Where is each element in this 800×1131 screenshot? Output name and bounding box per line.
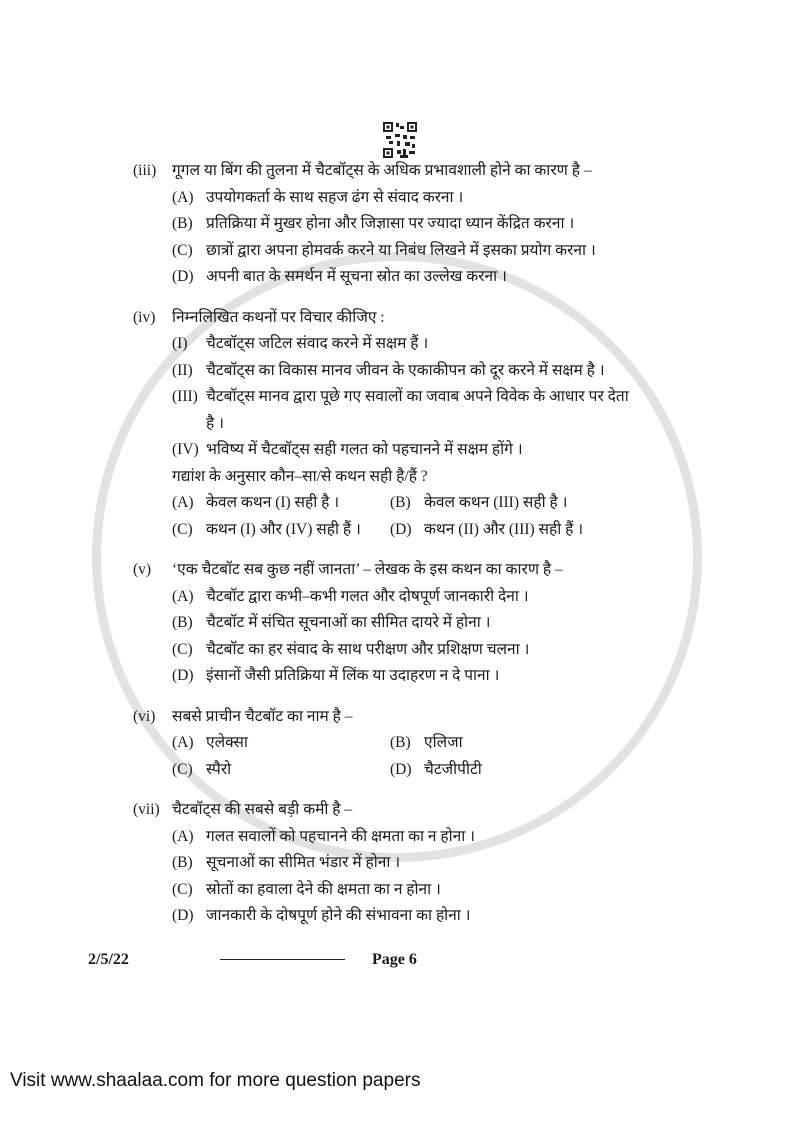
option-label: (C)	[172, 760, 193, 778]
option	[133, 903, 733, 930]
option-text: छात्रों द्वारा अपना होमवर्क करने या निबंध लिखने में इसका प्रयोग करना ।	[206, 241, 596, 259]
statement	[133, 437, 733, 464]
option	[133, 211, 733, 238]
option	[390, 517, 733, 544]
question-number: (vi)	[133, 707, 156, 725]
question	[133, 704, 733, 784]
option	[133, 824, 733, 851]
option-text: चैटजीपीटी	[424, 760, 482, 778]
option-text: केवल कथन (III) सही है ।	[424, 494, 568, 511]
option	[172, 490, 390, 517]
option-label: (C)	[172, 880, 193, 898]
statement-text: चैटबॉट्स जटिल संवाद करने में सक्षम हैं ।	[206, 335, 429, 352]
question-text: ‘एक चैटबॉट सब कुछ नहीं जानता’ – लेखक के इस कथन का कारण है –	[172, 561, 563, 578]
option-text: केवल कथन (I) सही है ।	[206, 494, 340, 511]
question	[133, 158, 733, 291]
statement-text: चैटबॉट्स मानव द्वारा पूछे गए सवालों का जवाब अपने विवेक के आधार पर देता	[206, 388, 629, 405]
option-label: (B)	[390, 494, 411, 511]
option-text: सूचनाओं का सीमित भंडार में होना ।	[206, 854, 401, 871]
question	[133, 305, 733, 544]
footer-divider	[220, 959, 345, 960]
option-label: (D)	[390, 760, 412, 778]
statement-label: (III)	[172, 388, 198, 405]
option	[133, 877, 733, 904]
question-stem-line	[133, 797, 733, 824]
question-list	[133, 158, 733, 930]
question-stem-line	[133, 158, 733, 185]
option	[172, 517, 390, 544]
option	[133, 850, 733, 877]
question-text: चैटबॉट्स की सबसे बड़ी कमी है –	[172, 801, 353, 818]
option	[133, 637, 733, 664]
question-text: निम्नलिखित कथनों पर विचार कीजिए :	[172, 308, 385, 326]
page-footer	[0, 948, 800, 972]
page-number: Page 6	[372, 950, 417, 968]
option-label: (B)	[390, 734, 411, 751]
question-text: सबसे प्राचीन चैटबॉट का नाम है –	[172, 707, 353, 725]
option-label: (C)	[172, 520, 193, 538]
option-text: चैटबॉट द्वारा कभी–कभी गलत और दोषपूर्ण जानकारी देना ।	[206, 587, 529, 605]
option	[133, 185, 733, 212]
statement-text: चैटबॉट्स का विकास मानव जीवन के एकाकीपन को दूर करने में सक्षम है ।	[206, 361, 605, 379]
option-text: कथन (I) और (IV) सही हैं ।	[206, 520, 361, 538]
option-label: (A)	[172, 734, 194, 751]
option-label: (B)	[172, 614, 193, 631]
question-stem-line	[133, 557, 733, 584]
option-text: कथन (II) और (III) सही हैं ।	[424, 520, 584, 538]
question	[133, 797, 733, 930]
option-row	[133, 517, 733, 544]
option	[172, 730, 390, 757]
option-row	[133, 757, 733, 784]
statement	[133, 358, 733, 385]
option-label: (A)	[172, 587, 194, 605]
option-text: प्रतिक्रिया में मुखर होना और जिज्ञासा पर ज्यादा ध्यान केंद्रित करना ।	[206, 215, 575, 232]
option	[133, 610, 733, 637]
option	[133, 584, 733, 611]
question	[133, 557, 733, 690]
option-label: (A)	[172, 827, 194, 845]
option	[390, 757, 733, 784]
option-text: चैटबॉट का हर संवाद के साथ परीक्षण और प्रशिक्षण चलना ।	[206, 640, 530, 658]
question-number: (iv)	[133, 308, 156, 326]
statement-label: (II)	[172, 361, 193, 379]
question-text: गूगल या बिंग की तुलना में चैटबॉट्स के अधिक प्रभावशाली होने का कारण है –	[172, 162, 592, 179]
question-stem-line	[133, 704, 733, 731]
option-text: उपयोगकर्ता के साथ सहज ढंग से संवाद करना ।	[206, 188, 464, 206]
question-prompt: गद्यांश के अनुसार कौन–सा/से कथन सही है/हैं ?	[172, 467, 428, 485]
option-text: अपनी बात के समर्थन में सूचना स्रोत का उल्लेख करना ।	[206, 268, 507, 285]
option-row	[133, 490, 733, 517]
question-number: (v)	[133, 561, 152, 578]
statement	[133, 384, 733, 411]
option-text: एलेक्सा	[206, 734, 248, 751]
option-text: गलत सवालों को पहचानने की क्षमता का न होना ।	[206, 827, 476, 845]
option-label: (D)	[172, 268, 194, 285]
option-label: (C)	[172, 640, 193, 658]
option-label: (D)	[172, 667, 194, 684]
statement	[133, 331, 733, 358]
statement-continuation: है ।	[206, 414, 224, 432]
question-stem-line	[133, 305, 733, 332]
option-text: स्रोतों का हवाला देने की क्षमता का न होना ।	[206, 880, 441, 898]
visit-banner: Visit www.shaalaa.com for more question papers	[10, 1069, 421, 1091]
statement-label: (I)	[172, 335, 188, 352]
question-number: (vii)	[133, 801, 160, 818]
option-label: (B)	[172, 215, 193, 232]
option	[133, 264, 733, 291]
option-label: (B)	[172, 854, 193, 871]
statement-label: (IV)	[172, 441, 199, 458]
question-number: (iii)	[133, 162, 157, 179]
option-text: एलिजा	[424, 734, 463, 751]
option-text: इंसानों जैसी प्रतिक्रिया में लिंक या उदाहरण न दे पाना ।	[206, 667, 500, 684]
paper-code: 2/5/22	[88, 950, 129, 968]
option	[390, 730, 733, 757]
option-row	[133, 730, 733, 757]
option-label: (A)	[172, 494, 194, 511]
statement-text: भविष्य में चैटबॉट्स सही गलत को पहचानने में सक्षम होंगे ।	[206, 441, 523, 458]
option-text: जानकारी के दोषपूर्ण होने की संभावना का होना ।	[206, 907, 471, 924]
option	[133, 238, 733, 265]
option-text: स्पैरो	[206, 760, 232, 778]
option-label: (C)	[172, 241, 193, 259]
option	[133, 663, 733, 690]
option-label: (D)	[390, 520, 412, 538]
option-label: (A)	[172, 188, 194, 206]
option	[172, 757, 390, 784]
option-text: चैटबॉट में संचित सूचनाओं का सीमित दायरे में होना ।	[206, 614, 491, 631]
option	[390, 490, 733, 517]
option-label: (D)	[172, 907, 194, 924]
